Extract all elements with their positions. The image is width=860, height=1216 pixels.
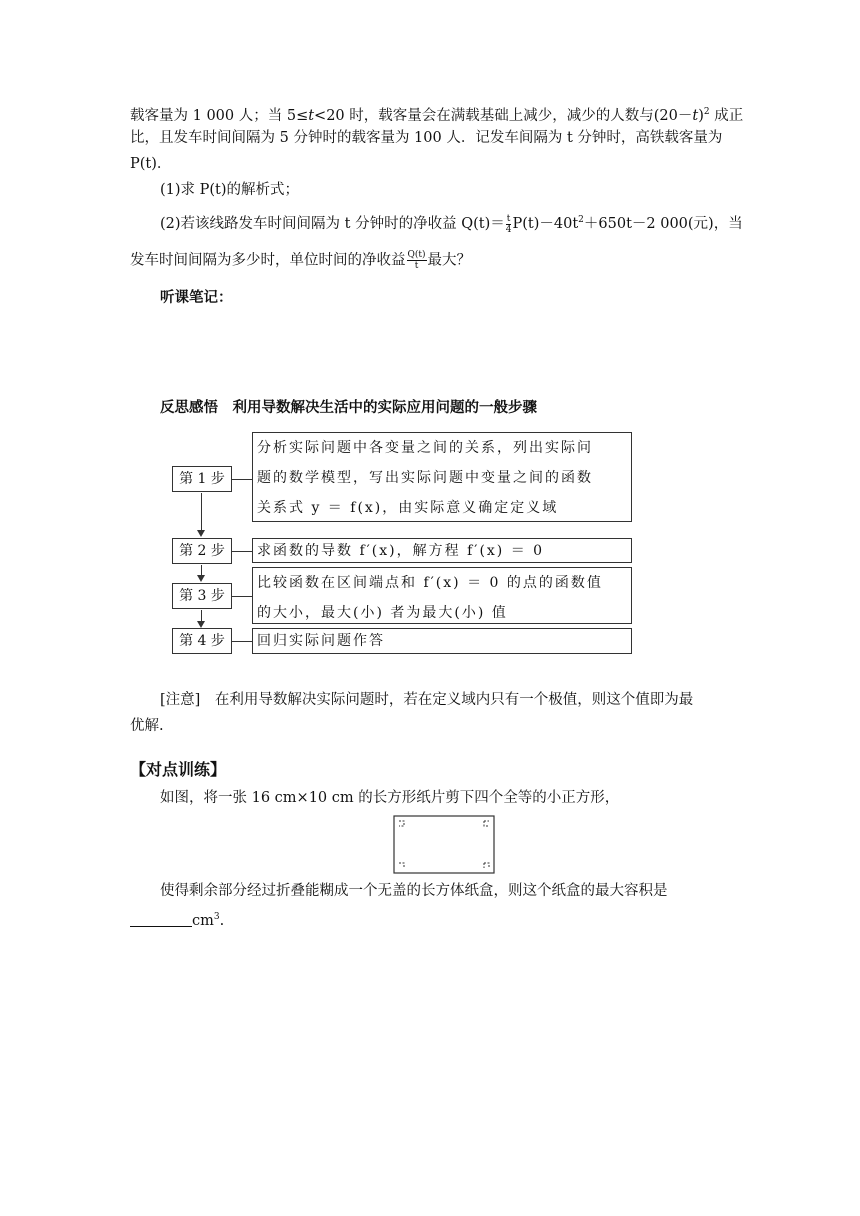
- problem-line-1: 载客量为 1 000 人；当 5≤t<20 时，载客量会在满载基础上减少，减少的人数与$(20-t)^2$ 成正: [130, 107, 744, 124]
- practice-line-1: 如图，将一张 16 cm×10 cm 的长方形纸片剪下四个全等的小正方形，: [160, 790, 620, 806]
- cut-paper-figure: [393, 815, 495, 875]
- flow-line: [201, 565, 202, 575]
- question-2-line-2: 发车时间间隔为多少时，单位时间的净收益 $\frac{Q(t)}{t}$ 最大？: [130, 250, 472, 271]
- step-1-label: 第 1 步: [172, 466, 232, 492]
- flow-line: [201, 493, 202, 530]
- problem-line-3: P(t)．: [130, 156, 172, 172]
- fraction-t-over-4: $\frac{t}{4}$: [505, 213, 512, 235]
- answer-blank[interactable]: [130, 912, 192, 927]
- step-1-desc-line: 题的数学模型，写出实际问题中变量之间的函数: [257, 470, 593, 486]
- note-line-2: 优解.: [130, 718, 164, 734]
- question-2-line-1: (2)若该线路发车时间间隔为 t 分钟时的净收益 Q(t)＝ $\frac{t}{4}$ $P(t)-40t^2+650t-2$ 000(元)，当: [160, 213, 743, 235]
- reflection-title: 反思感悟 利用导数解决生活中的实际应用问题的一般步骤: [160, 400, 537, 416]
- connector-line: [232, 641, 252, 642]
- step-1-desc-line: 关系式 y ＝ f(x)，由实际意义确定定义域: [257, 500, 559, 516]
- connector-line: [232, 596, 252, 597]
- paper-outline: [394, 816, 494, 873]
- step-3-desc-line: 比较函数在区间端点和 f′(x) ＝ 0 的点的函数值: [257, 575, 603, 591]
- notes-label: 听课笔记：: [160, 290, 233, 306]
- connector-line: [232, 551, 252, 552]
- step-1-desc-line: 分析实际问题中各变量之间的关系，列出实际问: [257, 440, 593, 456]
- down-arrow-icon: [197, 530, 205, 537]
- fraction-q-over-t: $\frac{Q(t)}{t}$: [407, 250, 426, 271]
- step-3-label: 第 3 步: [172, 583, 232, 609]
- step-4-description: [252, 628, 632, 654]
- step-4-label: 第 4 步: [172, 628, 232, 654]
- problem-line-2: 比，且发车时间间隔为 5 分钟时的载客量为 100 人．记发车间隔为 t 分钟时，高铁载客量为: [130, 130, 723, 146]
- step-2-description: [252, 538, 632, 563]
- step-4-desc-line: 回归实际问题作答: [257, 633, 385, 649]
- cut-corners: [399, 821, 489, 868]
- connector-line: [232, 479, 252, 480]
- down-arrow-icon: [197, 621, 205, 628]
- practice-line-3: $cm^3$.: [130, 907, 730, 931]
- step-3-desc-line: 的大小，最大(小) 者为最大(小) 值: [257, 605, 508, 621]
- note-line-1: [注意] 在利用导数解决实际问题时，若在定义域内只有一个极值，则这个值即为最: [160, 692, 694, 708]
- practice-heading: 【对点训练】: [130, 760, 227, 779]
- down-arrow-icon: [197, 575, 205, 582]
- step-1-description: [252, 432, 632, 522]
- step-2-label: 第 2 步: [172, 538, 232, 564]
- step-3-description: [252, 567, 632, 624]
- practice-line-2: 使得剩余部分经过折叠能糊成一个无盖的长方体纸盒，则这个纸盒的最大容积是: [160, 883, 668, 899]
- question-1: (1)求 P(t)的解析式；: [160, 182, 300, 198]
- step-2-desc-line: 求函数的导数 f′(x)，解方程 f′(x) ＝ 0: [257, 543, 545, 559]
